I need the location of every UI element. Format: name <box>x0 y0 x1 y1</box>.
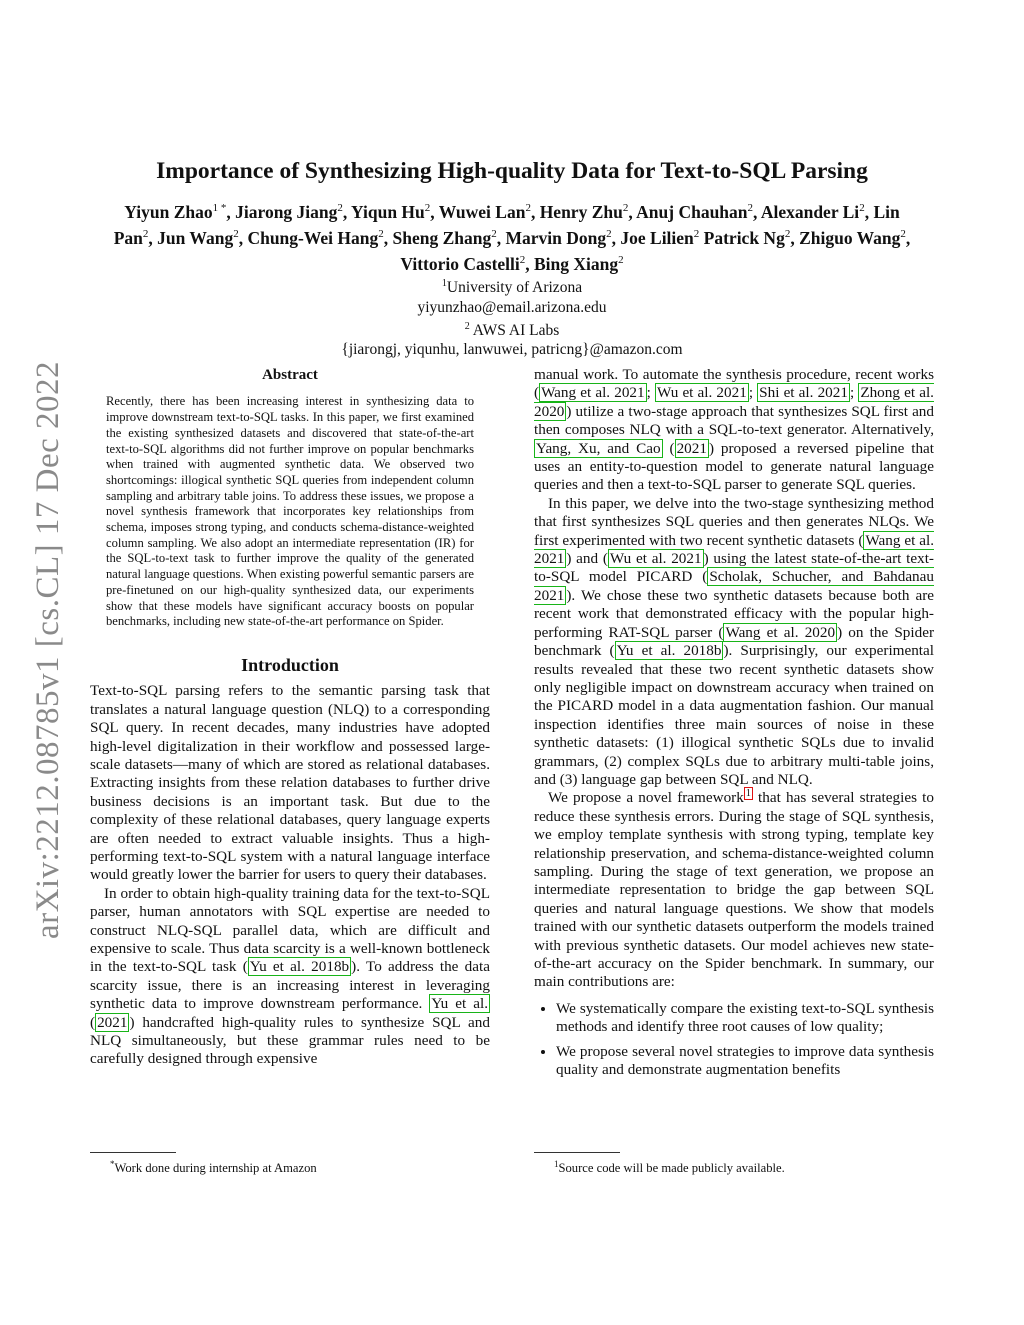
text-run: that has several strategies to reduce these synthesis errors. During the stage of SQL synthesis, we employ template synthesis with strong typing, template key relationship preservation, and schema-distance-weighted column sampling. During the stage of text generation, we propose an intermediate representation to bridge the gap between SQL queries and natural language questions. We show that models trained with our synthetic datasets outperform the models trained with previous synthetic datasets. Our model achieves new state-of-the-art accuracy on the Spider benchmark. In summary, our main contributions are: <box>534 789 934 991</box>
author-separator: , <box>628 201 637 222</box>
author-affiliation-mark: 2 <box>693 227 700 240</box>
citation-link[interactable]: Wang et al. 2021 <box>541 384 645 402</box>
author-affiliation-mark: 2 <box>378 227 384 240</box>
author-affiliation-mark: 2 <box>337 202 343 214</box>
footnote-text-line <box>90 1157 317 1176</box>
author-affiliation-mark: 2 <box>424 202 431 214</box>
author-separator: , <box>148 227 158 248</box>
author-affiliation-mark: 2 <box>519 253 526 266</box>
author-affiliation-mark: 2 <box>900 227 906 240</box>
affiliation-1-mark: 1 <box>441 278 447 290</box>
author-affiliation-mark: 2 <box>784 227 791 240</box>
abstract-heading: Abstract <box>262 367 318 383</box>
footnote-link[interactable]: 1 <box>745 788 751 800</box>
footnote-left <box>90 1152 317 1176</box>
citation-link[interactable]: Wu et al. 2021 <box>656 384 747 402</box>
author-name: Jiarong Jiang <box>235 201 338 222</box>
affiliation-1-name: University of Arizona <box>446 279 583 297</box>
citation-link[interactable]: Shi et al. 2021 <box>759 384 848 402</box>
intro-paragraph-2 <box>90 885 490 1069</box>
author-name: Alexander Li <box>760 201 860 222</box>
contributions-list <box>534 1000 934 1080</box>
affiliation-2-mark: 2 <box>464 320 470 332</box>
citation-link[interactable]: Yang, Xu, and Cao <box>536 439 661 457</box>
author-affiliation-mark: 2 <box>622 202 629 214</box>
text-run: ) handcrafted high-quality rules to synthesize SQL and NLQ simultaneously, but these grammar rules need to be carefully designed through expensive <box>90 1013 490 1068</box>
citation-link[interactable]: Yu et al. 2018b <box>249 958 350 976</box>
citation-link[interactable]: Wang et al. 2020 <box>725 623 836 641</box>
right-paragraph-1 <box>534 366 934 495</box>
author-name: Lin Pan <box>113 201 900 248</box>
author-affiliation-mark: 2 <box>747 202 754 214</box>
footnote-rule <box>534 1152 620 1153</box>
citation-link[interactable]: Wang et al. 2021 <box>534 531 934 568</box>
author-name: Bing Xiang <box>534 253 619 274</box>
author-affiliation-mark: 2 <box>606 227 612 240</box>
citation-link[interactable]: Scholak, Schucher, and Bahdanau 2021 <box>534 568 934 604</box>
text-run: ) and ( <box>566 550 608 568</box>
author-name: Anuj Chauhan <box>636 201 748 222</box>
paper-title: Importance of Synthesizing High-quality Data for Text-to-SQL Parsing <box>156 158 868 184</box>
text-run: ) utilize a two-stage approach that synthesizes SQL first and then composes NLQ with a SQL-to-text generator. Alternatively, <box>534 402 934 439</box>
left-column <box>90 362 490 1069</box>
author-separator: , <box>905 227 911 248</box>
author-separator: , <box>238 227 248 248</box>
abstract-text: Recently, there has been increasing interest in synthesizing data to improve downstream text-to-SQL tasks. In this paper, we first examined the existing synthesized datasets and discovered that state-of-the-art text-to-SQL algorithms did not further improve on popular benchmarks when trained with augmented synthetic data. We observed two shortcomings: illogical synthetic SQL queries from independent column sampling and arbitrary table joins. To address these issues, we propose a novel synthesis framework that incorporates key relationships from schema, imposes strong typing, and conducts schema-distance-weighted column sampling. We also adopt an intermediate representation (IR) for the SQL-to-text task to further improve the quality of the generated natural language questions. When existing powerful semantic parsers are pre-finetuned on our high-quality synthesized data, our experiments show that these models have significant accuracy boosts on popular benchmarks, including new state-of-the-art performance on Spider. <box>106 394 474 629</box>
footnote-rule <box>90 1152 176 1153</box>
affiliation-2-name: AWS AI Labs <box>469 321 560 339</box>
author-name: Yiyun Zhao <box>124 201 213 222</box>
author-affiliation-mark: 2 <box>618 253 624 266</box>
text-run: ( <box>662 439 675 457</box>
arxiv-identifier: arXiv:2212.08785v1 [cs.CL] 17 Dec 2022 <box>30 360 66 940</box>
footnote-text: Source code will be made publicly available. <box>558 1161 785 1176</box>
author-separator: , <box>226 201 236 222</box>
footnote-text-line <box>534 1157 785 1176</box>
text-run: ; <box>849 384 859 402</box>
footnote-mark: 1 <box>554 1159 559 1169</box>
author-affiliation-mark: 2 <box>525 202 531 214</box>
author-separator: , <box>525 253 534 274</box>
text-run: In order to obtain high-quality training data for the text-to-SQL parser, human annotators with SQL expertise are needed to construct NLQ-SQL parallel data, which are difficult and expensive to scale. Thus data scarcity is a well-known bottleneck in the text-to-SQL task ( <box>90 884 490 976</box>
introduction-heading: Introduction <box>241 654 339 675</box>
author-separator: , <box>790 227 800 248</box>
right-column <box>534 366 934 1085</box>
author-name: Yiqun Hu <box>351 201 425 222</box>
text-run: ) using the latest state-of-the-art text-to-SQL model PICARD ( <box>534 550 934 586</box>
text-run: We propose a novel framework <box>548 789 744 807</box>
right-paragraph-3 <box>534 789 934 991</box>
text-run: ; <box>748 384 758 402</box>
text-run: ) proposed a reversed pipeline that uses an entity-to-question model to generate natural language queries and then a text-to-SQL parser to generate SQL queries. <box>534 439 934 494</box>
list-item: • We systematically compare the existing text-to-SQL synthesis methods and identify three root causes of low quality; <box>556 1000 934 1037</box>
text-run: ) on the Spider benchmark ( <box>534 623 935 660</box>
author-separator: , <box>496 227 506 248</box>
author-separator: , <box>864 201 874 222</box>
footnote-mark: * <box>110 1159 115 1169</box>
citation-link[interactable]: 2021 <box>676 439 707 457</box>
author-affiliation-mark: 2 <box>491 227 497 240</box>
author-name: Wuwei Lan <box>438 201 526 222</box>
author-name: Zhiguo Wang <box>799 227 901 248</box>
text-run: ( <box>90 1013 96 1031</box>
paper-header <box>70 158 954 359</box>
author-name: Vittorio Castelli <box>400 253 520 274</box>
text-run: In this paper, we delve into the two-stage synthesizing method that first synthesizes SQL queries and then generates NLQs. We first experimented with two recent synthetic datasets ( <box>534 494 934 549</box>
author-name: Henry Zhu <box>539 201 623 222</box>
citation-link[interactable]: Yu et al. 2018b <box>616 642 722 660</box>
author-affiliation-mark: 2 <box>859 202 865 214</box>
text-run: ). We chose these two synthetic datasets because both are recent work that demonstrated efficacy with the popular high-performing RAT-SQL parser ( <box>534 586 934 641</box>
author-affiliation-mark: 1 * <box>212 202 227 214</box>
affiliation-2-email: {jiarongj, yiqunhu, lanwuwei, patricng}@amazon.com <box>341 340 683 358</box>
author-name: Marvin Dong <box>505 227 607 248</box>
intro-paragraph-1: Text-to-SQL parsing refers to the semantic parsing task that translates a natural language question (NLQ) to a corresponding SQL query. In recent decades, many industries have adopted high-level digitalization in their workflow and possessed large-scale datasets—many of which are stored as relational databases. Extracting insights from these relation databases to further drive business decisions is an important task. But due to the complexity of these relational databases, query language experts are often needed to extract valuable insights. Thus a high-performing text-to-SQL system with a natural language interface would greatly lower the barrier for users to query their databases. <box>90 682 490 884</box>
text-run: ). Surprisingly, our experimental results revealed that these two recent synthetic datasets show only negligible impact on downstream accuracy when trained on the PICARD model in a data augmentation fashion. Our manual inspection identifies three main sources of noise in these synthetic datasets: (1) illogical synthetic SQLs due to invalid grammars, (2) complex SQLs due to arbitrary multi-table joins, and (3) language gap between SQL and NLQ. <box>534 642 934 788</box>
affiliation-2 <box>70 317 954 340</box>
citation-link[interactable]: Wu et al. 2021 <box>609 550 702 568</box>
right-paragraph-2 <box>534 495 934 790</box>
citation-link[interactable]: 2021 <box>97 1013 128 1031</box>
text-run: manual work. To automate the synthesis procedure, recent works ( <box>534 366 934 402</box>
author-separator: , <box>383 227 393 248</box>
citation-link[interactable]: Yu et al. <box>431 995 488 1013</box>
text-run: ). To address the data scarcity issue, there is an increasing interest in leveraging synthetic data to improve downstream performance. <box>90 958 490 1013</box>
author-separator: , <box>611 227 621 248</box>
author-name: Chung-Wei Hang <box>247 227 379 248</box>
author-affiliation-mark: 2 <box>142 227 149 240</box>
author-affiliation-mark: 2 <box>233 227 239 240</box>
affiliation-1 <box>70 274 954 297</box>
text-run: ; <box>646 384 655 402</box>
footnote-text: Work done during internship at Amazon <box>114 1161 317 1176</box>
author-name: Patrick Ng <box>703 227 785 248</box>
list-item: • We propose several novel strategies to improve data synthesis quality and demonstrate augmentation benefits <box>556 1043 934 1080</box>
footnote-right <box>534 1152 785 1176</box>
author-separator: , <box>342 201 351 222</box>
author-separator: , <box>753 201 761 222</box>
author-separator: , <box>430 201 439 222</box>
author-separator: , <box>530 201 540 222</box>
citation-link[interactable]: Zhong et al. 2020 <box>534 384 934 420</box>
author-name: Joe Lilien <box>620 227 694 248</box>
affiliation-1-email: yiyunzhao@email.arizona.edu <box>417 298 607 316</box>
author-list <box>110 197 914 274</box>
author-name: Sheng Zhang <box>392 227 492 248</box>
author-name: Jun Wang <box>157 227 234 248</box>
